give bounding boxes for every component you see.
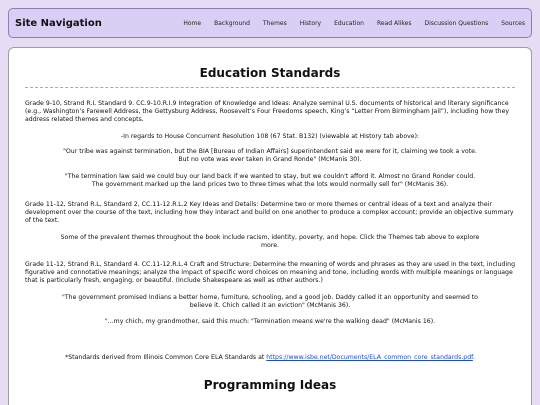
page-title: Education Standards [25, 66, 515, 88]
programming-ideas-title: Programming Ideas [203, 378, 337, 392]
source-prefix: *Standards derived from Illinois Common Core ELA Standards at [65, 354, 267, 361]
quote-termination-law: "The termination law said we could buy our land back if we wanted to stay, but we couldn't afford it. Almost no Grand Ronder could. The government marked up the land prices two to three times what the lots would normally sell for" (McManis 36). [64, 173, 476, 188]
nav-link-background[interactable]: Background [214, 19, 250, 27]
standards-source-link[interactable]: https://www.isbe.net/Documents/ELA_common_core_standards.pdf [266, 354, 473, 361]
quote-walking-dead: "...my chich, my grandmother, said this much: "Termination means we're the walking dead" (McManis 16). [104, 318, 436, 325]
nav-link-home[interactable]: Home [183, 19, 202, 27]
nav-link-read-alikes[interactable]: Read Alikes [376, 19, 412, 27]
nav-link-discussion-questions[interactable]: Discussion Questions [424, 19, 489, 27]
nav-links [170, 20, 525, 27]
standard-grade-11-12-rl4: Grade 11-12, Strand R.L, Standard 4. CC.11-12.R.L.4 Craft and Structure: Determine the meaning of words and phrases as they are used in the text, including figurative and connotative meanings; analyze the impact of specific word choices on meaning and tone, including words with multiple meanings or language that is particularly fresh, engaging, or beautiful. (Include Shakespeare as well as other authors.) [25, 261, 516, 284]
standard-grade-9-10-ri9: Grade 9-10, Strand R.I, Standard 9. CC.9-10.R.I.9 Integration of Knowledge and Ideas: Analyze seminal U.S. documents of historical and literary significance (e.g., Washington’s Farewell Address, the Gettysburg Address, Roosevelt’s Four Freedoms speech, King’s “Letter From Birmingham Jail”), including how they address related themes and concepts. [25, 100, 510, 123]
nav-link-themes[interactable]: Themes [262, 19, 287, 27]
nav-link-sources[interactable]: Sources [501, 19, 525, 27]
site-brand: Site Navigation [15, 17, 102, 29]
source-suffix: . [472, 354, 475, 361]
quote-government-promised: "The government promised Indians a better home, furniture, schooling, and a good job. Daddy called it an opportunity and seemed to believe it. Chich called it an eviction" (McManis 36). [62, 294, 478, 309]
nav-link-history[interactable]: History [299, 19, 322, 27]
standard-grade-11-12-rl2: Grade 11-12, Strand R.L, Standard 2, CC.11-12.R.L.2 Key Ideas and Details: Determine two or more themes or central ideas of a text and analyze their development over the course of the text, including how they interact and build on one another to produce a complex account; provide an objective summary of the text. [25, 201, 514, 224]
content-panel [8, 47, 532, 405]
quote-termination-vote: "Our tribe was against termination, but the BIA [Bureau of Indian Affairs] superintendent said we were for it, claiming we took a vote. But no vote was ever taken in Grand Ronde" (McManis 30). [63, 148, 477, 163]
nav-link-education[interactable]: Education [334, 19, 364, 27]
themes-text: Some of the prevalent themes throughout the book include racism, identity, poverty, and hope. Click the Themes tab above to explore more. [60, 234, 480, 249]
top-navbar [8, 8, 532, 38]
standards-source [25, 354, 515, 362]
regards-text: -In regards to House Concurrent Resolution 108 (67 Stat. B132) (viewable at History tab above): [120, 133, 420, 140]
